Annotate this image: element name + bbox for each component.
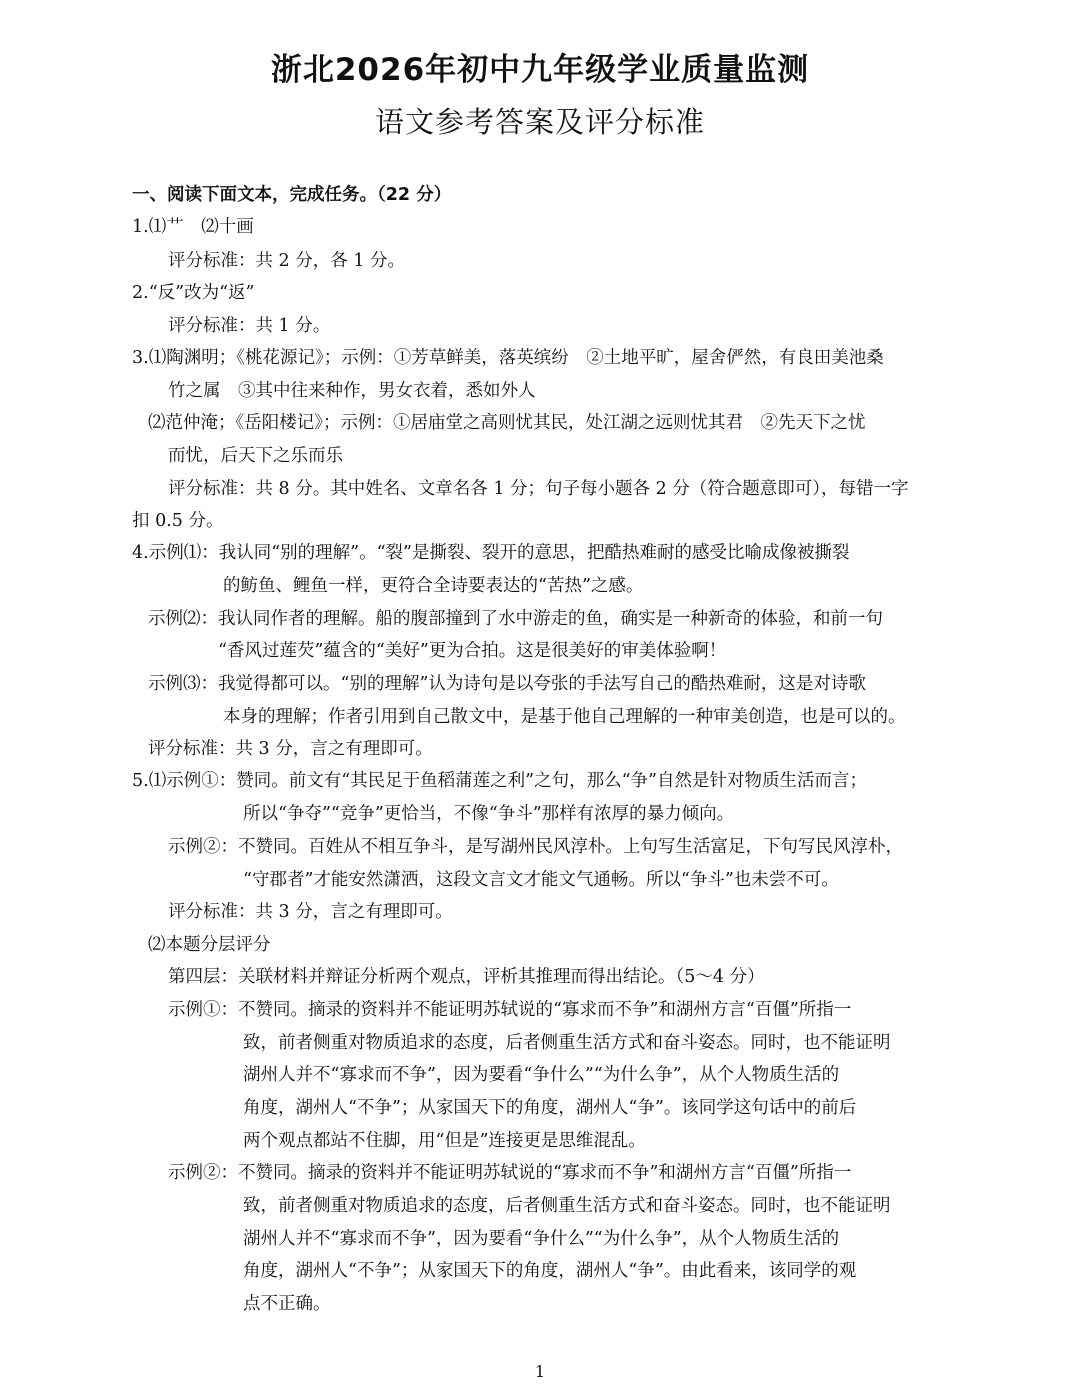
q5-part1-example1-line1: 5.⑴示例①：赞同。前文有“其民足于鱼稻蒲莲之利”之句，那么“争”自然是针对物质生活而言；	[132, 771, 867, 791]
q5-part2-example2-line2: 致，前者侧重对物质追求的态度，后者侧重生活方式和奋斗姿态。同时，也不能证明	[243, 1196, 891, 1216]
q3-part1-line2: 竹之属 ③其中往来种作，男女衣着，悉如外人	[168, 381, 536, 401]
q5-part2-example2-line4: 角度，湖州人“不争”；从家国天下的角度，湖州人“争”。由此看来，该同学的观	[243, 1261, 857, 1281]
q5-part2-example1-line2: 致，前者侧重对物质追求的态度，后者侧重生活方式和奋斗姿态。同时，也不能证明	[243, 1033, 891, 1053]
q5-part2-example1-line5: 两个观点都站不住脚，用“但是”连接更是思维混乱。	[243, 1131, 646, 1151]
q4-example3-line1: 示例⑶：我觉得都可以。“别的理解”认为诗句是以夸张的手法写自己的酷热难耐，这是对诗歌	[148, 674, 866, 694]
q4-example2-line1: 示例⑵：我认同作者的理解。船的腹部撞到了水中游走的鱼，确实是一种新奇的体验，和前一句	[148, 609, 883, 629]
q3-part1-line1: 3.⑴陶渊明；《桃花源记》；示例：①芳草鲜美，落英缤纷 ②土地平旷，屋舍俨然，有良田美池桑	[132, 348, 884, 368]
q3-score-line2: 扣 0.5 分。	[132, 511, 224, 531]
q3-part2-line1: ⑵范仲淹；《岳阳楼记》；示例：①居庙堂之高则忧其民，处江湖之远则忧其君 ②先天下之忧	[148, 413, 866, 433]
q4-example1-line2: 的鲂鱼、鲤鱼一样，更符合全诗要表达的“苦热”之感。	[223, 576, 644, 596]
q2-answer: 2.“反”改为“返”	[132, 283, 255, 303]
page-number: 1	[534, 1362, 546, 1381]
q5-part2-example2-line5: 点不正确。	[243, 1294, 331, 1314]
q5-part2-example2-line3: 湖州人并不“寡求而不争”，因为要看“争什么”“为什么争”，从个人物质生活的	[243, 1229, 840, 1249]
q2-score: 评分标准：共 1 分。	[168, 316, 331, 336]
q5-part2-example1-line1: 示例①：不赞同。摘录的资料并不能证明苏轼说的“寡求而不争”和湖州方言“百僵”所指一	[168, 1000, 852, 1020]
q4-example1-line1: 4.示例⑴：我认同“别的理解”。“裂”是撕裂、裂开的意思，把酷热难耐的感受比喻成像被撕裂	[132, 543, 850, 563]
q4-score: 评分标准：共 3 分，言之有理即可。	[148, 739, 433, 759]
q5-part2-example1-line4: 角度，湖州人“不争”；从家国天下的角度，湖州人“争”。该同学这句话中的前后	[243, 1098, 857, 1118]
q1-answer: 1.⑴艹 ⑵十画	[132, 217, 254, 237]
q5-part2-example1-line3: 湖州人并不“寡求而不争”，因为要看“争什么”“为什么争”，从个人物质生活的	[243, 1065, 840, 1085]
q4-example2-line2: “香风过莲芡”蕴含的“美好”更为合拍。这是很美好的审美体验啊！	[218, 641, 727, 661]
section-heading: 一、阅读下面文本，完成任务。（22 分）	[132, 185, 452, 205]
q3-score-line1: 评分标准：共 8 分。其中姓名、文章名各 1 分；句子每小题各 2 分（符合题意即可），每错一字	[168, 479, 909, 499]
q5-part2-example2-line1: 示例②：不赞同。摘录的资料并不能证明苏轼说的“寡求而不争”和湖州方言“百僵”所指一	[168, 1163, 852, 1183]
q3-part2-line2: 而忧，后天下之乐而乐	[168, 446, 343, 466]
q5-part1-example2-line2: “守郡者”才能安然潇洒，这段文言文才能文气通畅。所以“争斗”也未尝不可。	[243, 870, 839, 890]
q5-part1-score: 评分标准：共 3 分，言之有理即可。	[168, 902, 453, 922]
q5-level4: 第四层：关联材料并辩证分析两个观点，评析其推理而得出结论。（5～4 分）	[168, 967, 765, 987]
q5-part1-example1-line2: 所以“争夺”“竞争”更恰当，不像“争斗”那样有浓厚的暴力倾向。	[243, 804, 735, 824]
q5-part1-example2-line1: 示例②：不赞同。百姓从不相互争斗，是写湖州民风淳朴。上句写生活富足，下句写民风淳朴，	[168, 837, 903, 857]
q1-score: 评分标准：共 2 分，各 1 分。	[168, 251, 406, 271]
document-title: 浙北2026年初中九年级学业质量监测	[270, 52, 810, 88]
q5-part2-heading: ⑵本题分层评分	[148, 935, 271, 955]
q4-example3-line2: 本身的理解；作者引用到自己散文中，是基于他自己理解的一种审美创造，也是可以的。	[223, 707, 906, 727]
document-subtitle: 语文参考答案及评分标准	[374, 105, 705, 139]
